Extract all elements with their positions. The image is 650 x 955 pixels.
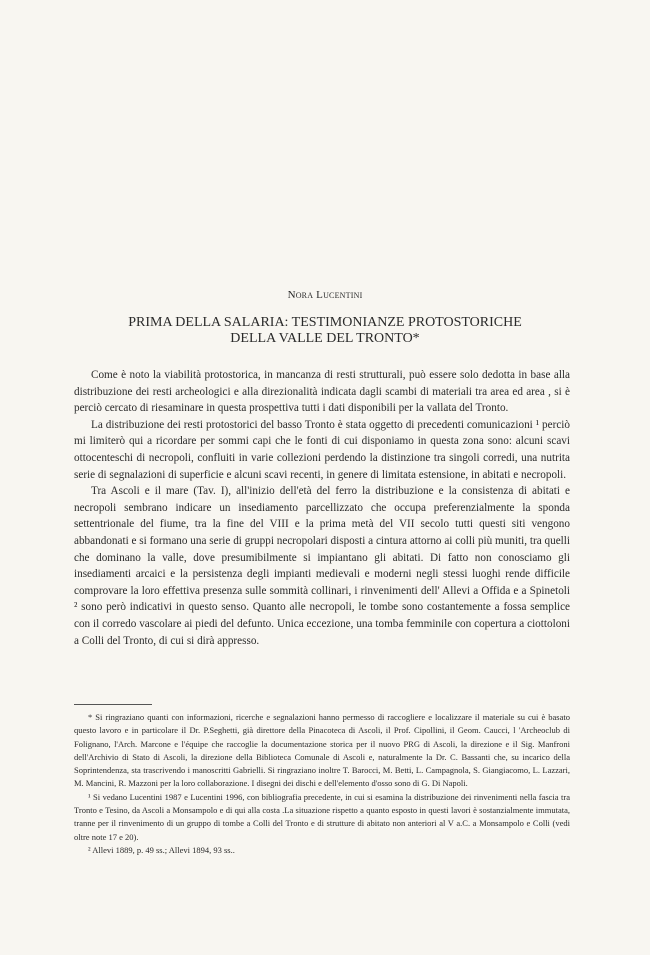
article-title — [60, 315, 590, 347]
paragraph: La distribuzione dei resti protostorici del basso Tronto è stata oggetto di precedenti comunicazioni ¹ perciò mi limiterò qui a ricordare per sommi capi che le fonti di cui disponiamo in questa zona sono: alcuni scavi ottocenteschi di necropoli, confluiti in varie collezioni perdendo la distinzione tra singoli corredi, una nutrita serie di segnalazioni di superficie e alcuni scavi recenti, in genere di limitata estensione, in abitati e necropoli. — [74, 418, 570, 481]
footnote: * Si ringraziano quanti con informazioni, ricerche e segnalazioni hanno permesso di raccogliere e localizzare il materiale su cui è basato questo lavoro e in particolare il Dr. P.Seghetti, già direttore della Pinacoteca di Ascoli, il Prof. Cipollini, il Geom. Caucci, l 'Archeoclub di Folignano, l'Arch. Marcone e l'équipe che raccoglie la documentazione storica per il nuovo PRG di Ascoli, la direzione e il Sig. Manfroni dell'Archivio di Stato di Ascoli, la direzione della Biblioteca Comunale di Ascoli e, naturalmente la Dr. C. Bassanti che, su incarico della Soprintendenza, sta trascrivendo i manoscritti Gabrielli. Si ringraziano inoltre T. Barocci, M. Betti, L. Campagnola, S. Giangiacomo, L. Lazzari, M. Mancini, R. Mazzoni per la loro collaborazione. I disegni dei dischi e dell'elemento d'osso sono di G. Di Napoli. — [74, 712, 570, 789]
paragraph: Tra Ascoli e il mare (Tav. I), all'inizio dell'età del ferro la distribuzione e la consistenza di abitati e necropoli sembrano indicare un insediamento parcellizzato che occupa preferenzialmente la sponda settentrionale del fiume, tra la fine del VIII e la prima metà del VII secolo tutti questi siti vengono abbandonati e si formano una serie di gruppi necropolari disposti a cintura attorno ai colli più muniti, tra quelli che dominano la valle, dove presumibilmente si impiantano gli abitati. Di fatto non conosciamo gli insediamenti arcaici e la persistenza degli impianti medievali e moderni negli stessi luoghi rende difficile comprovare la loro effettiva presenza sulle sommità collinari, i rinvenimenti dell' Allevi a Offida e a Spinetoli ² sono però indicativi in questo senso. Quanto alle necropoli, le tombe sono costantemente a fossa semplice con il corredo vascolare ai piedi del defunto. Unica eccezione, una tomba femminile con copertura a ciottoloni a Colli del Tronto, di cui si dirà appresso. — [74, 485, 570, 647]
title-line-2: DELLA VALLE DEL TRONTO* — [230, 331, 420, 346]
title-line-1: PRIMA DELLA SALARIA: TESTIMONIANZE PROTOSTORICHE — [128, 315, 522, 330]
footnote: ² Allevi 1889, p. 49 ss.; Allevi 1894, 93 ss.. — [88, 844, 235, 855]
footnote: ¹ Si vedano Lucentini 1987 e Lucentini 1996, con bibliografia precedente, in cui si esamina la distribuzione dei rinvenimenti nella fascia tra Tronto e Tesino, da Ascoli a Monsampolo e di qui alla costa .La situazione rispetto a quanto esposto in questi lavori è sostanzialmente immutata, tranne per il rinvenimento di un gruppo di tombe a Colli del Tronto e di strutture di abitato non anteriori al V a.C. a Monsampolo e Colli (vedi oltre note 17 e 20). — [74, 791, 570, 842]
footnotes — [74, 711, 570, 857]
author-name: Nora Lucentini — [287, 289, 363, 301]
article-body — [74, 367, 570, 649]
paragraph: Come è noto la viabilità protostorica, in mancanza di resti strutturali, può essere solo dedotta in base alla distribuzione dei resti archeologici e alla direzionalità indicata dagli scambi di materiali tra area ed area , si è perciò cercato di riesaminare in questa prospettiva tutti i dati disponibili per la vallata del Tronto. — [74, 369, 570, 415]
footnote-divider — [74, 704, 152, 705]
